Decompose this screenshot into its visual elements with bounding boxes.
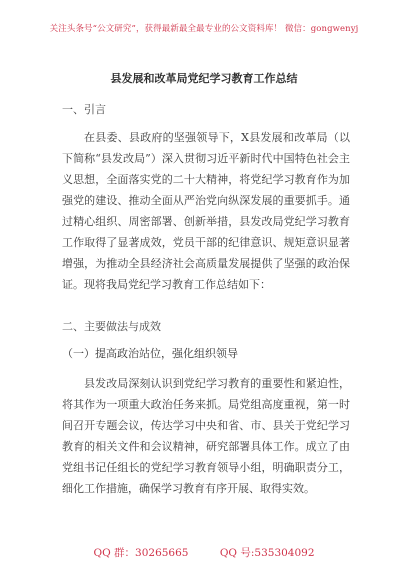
intro-paragraph: 在县委、县政府的坚强领导下，X县发展和改革局（以下简称“县发改局”）深入贯彻习近平新时代中国特色社会主义思想，全面落实党的二十大精神，将党纪学习教育作为加强党的建设、推动全面从严治党向纵深发展的重要抓手。通过精心组织、周密部署、创新举措，县发改局党纪学习教育工作取得了显著成效，党员干部的纪律意识、规矩意识显著增强，为推动全县经济社会高质量发展提供了坚强的政治保证。现将我局党纪学习教育工作总结如下： <box>62 131 350 291</box>
section-heading-practices: 二、主要做法与成效 <box>62 320 161 333</box>
footer-qq-group: QQ 群：30265665 <box>93 547 189 559</box>
organization-paragraph: 县发改局深刻认识到党纪学习教育的重要性和紧迫性，将其作为一项重大政治任务来抓。局党组高度重视，第一时间召开专题会议，传达学习中央和省、市、县关于党纪学习教育的相关文件和会议精神，研究部署具体工作。成立了由党组书记任组长的党纪学习教育领导小组，明确职责分工，细化工作措施，确保学习教育有序开展、取得实效。 <box>62 377 350 495</box>
footer-qq-number: QQ 号:535304092 <box>219 547 315 559</box>
document-title: 县发展和改革局党纪学习教育工作总结 <box>110 72 298 85</box>
header-banner: 关注头条号“公文研究”，获得最新最全最专业的公文资料库！ 微信：gongwenyj <box>49 24 359 34</box>
subsection-heading-organization: （一）提高政治站位，强化组织领导 <box>62 347 238 360</box>
footer-contacts <box>0 545 408 560</box>
section-heading-intro: 一、引言 <box>62 103 106 116</box>
